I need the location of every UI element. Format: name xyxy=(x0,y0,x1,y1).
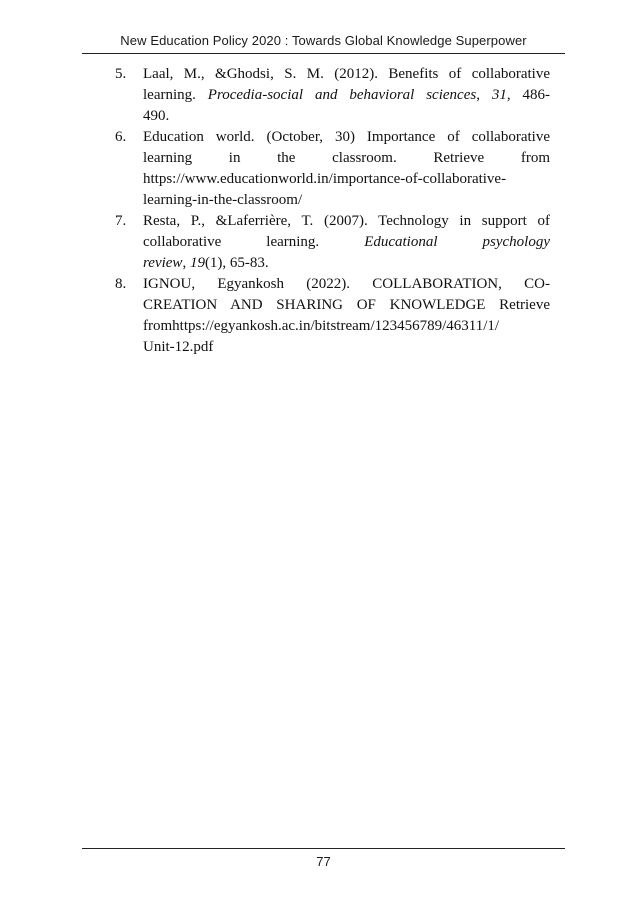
reference-text-segment: fromhttps://egyankosh.ac.in/bitstream/123456789/46311/1/ xyxy=(143,318,500,334)
reference-line xyxy=(143,232,550,253)
reference-line xyxy=(143,127,550,148)
reference-number: 8. xyxy=(115,276,127,292)
reference-line xyxy=(143,316,550,337)
reference-number: 7. xyxy=(115,213,127,229)
reference-item xyxy=(115,64,550,127)
reference-line xyxy=(143,190,550,211)
reference-item xyxy=(115,127,550,211)
reference-line xyxy=(143,64,550,85)
reference-italic-text: Educational psychology xyxy=(364,234,550,250)
reference-item xyxy=(115,274,550,358)
reference-italic-text: 31 xyxy=(491,87,507,103)
reference-text-segment: Laal, M., &Ghodsi, S. M. (2012). Benefits of collaborative xyxy=(143,66,550,82)
reference-text-segment: (1), 65-83. xyxy=(204,255,269,271)
reference-line xyxy=(143,337,550,358)
reference-text xyxy=(143,127,550,211)
reference-text-segment: , xyxy=(476,87,492,103)
reference-line xyxy=(143,295,550,316)
page-number: 77 xyxy=(316,854,331,869)
reference-text-segment: Education world. (October, 30) Importance of collaborative xyxy=(143,129,550,145)
reference-text xyxy=(143,274,550,358)
reference-italic-text: review xyxy=(143,255,183,271)
reference-line xyxy=(143,85,550,106)
footer-rule xyxy=(82,848,565,849)
reference-text-segment: learning. xyxy=(143,87,208,103)
reference-line xyxy=(143,253,550,274)
reference-number: 5. xyxy=(115,66,127,82)
reference-text-segment: , 486- xyxy=(506,87,551,103)
header-rule xyxy=(82,53,565,54)
reference-text-segment: learning in the classroom. Retrieve from xyxy=(143,150,550,166)
reference-text-segment: Resta, P., &Laferrière, T. (2007). Technology in support of xyxy=(143,213,550,229)
reference-line xyxy=(143,169,550,190)
reference-text-segment: , xyxy=(182,255,190,271)
reference-number: 6. xyxy=(115,129,127,145)
reference-text-segment: collaborative learning. xyxy=(143,234,365,250)
reference-italic-text: Procedia-social and behavioral sciences xyxy=(207,87,477,103)
reference-text-segment: 490. xyxy=(143,108,170,124)
reference-line xyxy=(143,148,550,169)
reference-text xyxy=(143,64,550,127)
reference-text-segment: CREATION AND SHARING OF KNOWLEDGE Retrieve xyxy=(143,297,550,313)
reference-text xyxy=(143,211,550,274)
reference-text-segment: IGNOU, Egyankosh (2022). COLLABORATION, CO- xyxy=(143,276,550,292)
running-header: New Education Policy 2020 : Towards Global Knowledge Superpower xyxy=(120,33,527,48)
reference-list xyxy=(115,64,550,358)
reference-item xyxy=(115,211,550,274)
reference-line xyxy=(143,274,550,295)
reference-line xyxy=(143,211,550,232)
reference-text-segment: learning-in-the-classroom/ xyxy=(143,192,303,208)
reference-text-segment: https://www.educationworld.in/importance-of-collaborative- xyxy=(143,171,507,187)
reference-italic-text: 19 xyxy=(189,255,205,271)
reference-line xyxy=(143,106,550,127)
reference-text-segment: Unit-12.pdf xyxy=(143,339,214,355)
